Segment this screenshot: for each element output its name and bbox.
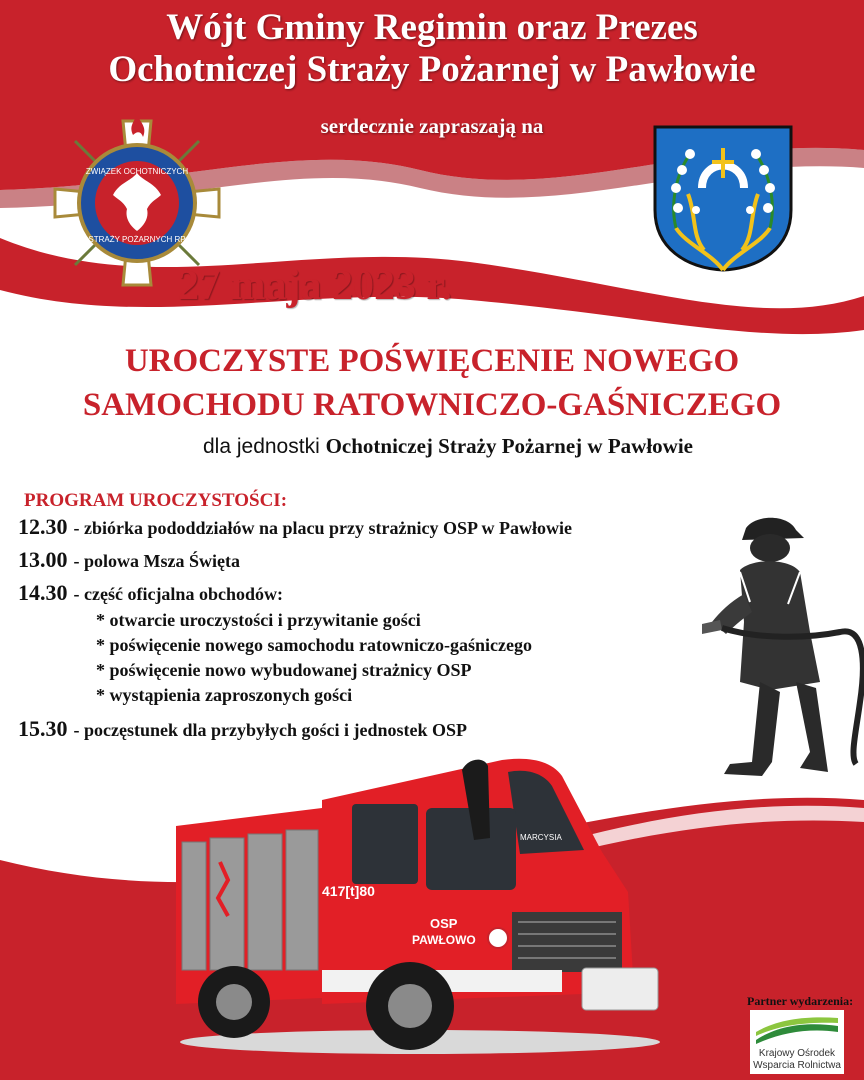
program-time: 13.00 (18, 547, 68, 572)
partner-heading: Partner wydarzenia: (747, 994, 854, 1008)
subtitle-prefix: dla jednostki (203, 435, 320, 458)
coat-of-arms-icon (652, 124, 794, 272)
truck-number: 417[t]80 (322, 883, 375, 899)
program-time: 12.30 (18, 514, 68, 539)
program-text: - zbiórka pododdziałów na placu przy strażnicy OSP w Pawłowie (73, 518, 573, 538)
truck-windshield: MARCYSIA (520, 833, 562, 842)
title-line-1: UROCZYSTE POŚWIĘCENIE NOWEGO (124, 343, 740, 379)
partner-name-line-2: Wsparcia Rolnictwa (753, 1060, 841, 1071)
program-heading: PROGRAM UROCZYSTOŚCI: (24, 490, 288, 511)
firefighter-icon (700, 512, 864, 784)
header-line-1: Wójt Gminy Regimin oraz Prezes (166, 7, 698, 48)
subtitle (0, 434, 864, 459)
program-time: 15.30 (18, 716, 68, 741)
program-sub-item: * otwarcie uroczystości i przywitanie gości (96, 610, 421, 630)
program-text: - poczęstunek dla przybyłych gości i jednostek OSP (73, 720, 468, 740)
truck-door-label-2: PAWŁOWO (412, 933, 476, 947)
header-line-3: serdecznie zapraszają na (320, 114, 544, 138)
program-item (18, 716, 467, 742)
event-date: 27 maja 2023 r. (178, 263, 452, 309)
program-sub-item: * poświęcenie nowego samochodu ratowniczo-gaśniczego (96, 635, 532, 655)
fire-truck-image (172, 742, 668, 1058)
truck-door-label: OSP (430, 916, 458, 931)
program-sub-item: * poświęcenie nowo wybudowanej strażnicy OSP (96, 660, 472, 680)
header-line-2: Ochotniczej Straży Pożarnej w Pawłowie (108, 49, 756, 90)
program-sub-item: * wystąpienia zaproszonych gości (96, 685, 353, 705)
subtitle-unit: Ochotniczej Straży Pożarnej w Pawłowie (325, 434, 693, 458)
program-time: 14.30 (18, 580, 68, 605)
program-text: - polowa Msza Święta (73, 551, 240, 571)
emblem-ring-bottom: STRAŻY POŻARNYCH RP (88, 235, 186, 244)
program-item (18, 514, 572, 540)
partner-name-line-1: Krajowy Ośrodek (758, 1048, 836, 1059)
kowr-logo-icon (750, 1010, 844, 1046)
program-item (18, 547, 240, 573)
program-item (18, 580, 283, 606)
partner-logo (750, 1010, 844, 1074)
program-text: - część oficjalna obchodów: (73, 584, 283, 604)
title-line-2: SAMOCHODU RATOWNICZO-GAŚNICZEGO (82, 387, 782, 423)
emblem-ring-top: ZWIĄZEK OCHOTNICZYCH (85, 167, 189, 176)
